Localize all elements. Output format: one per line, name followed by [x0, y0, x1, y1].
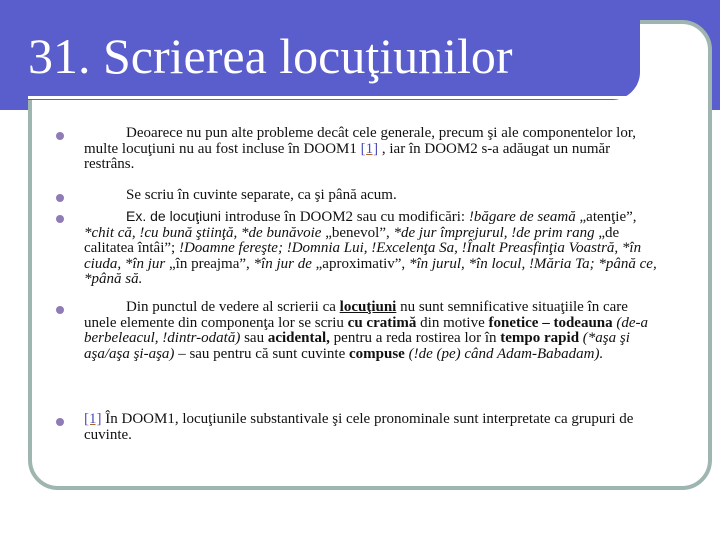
bullet-icon: [56, 418, 64, 426]
paragraph-1-text-a: Deoarece nu pun alte probleme decât cele generale, precum şi ale componentelor lor, multe locuţiuni nu au fost incluse în DOOM1: [84, 125, 636, 157]
paragraph-5: [84, 412, 664, 443]
paragraph-1: [84, 126, 664, 173]
paragraph-3-text-j: „în preajma”,: [169, 255, 254, 272]
paragraph-4-text-g: (de-a berbeleacul, !dintr-odată): [84, 314, 649, 347]
paragraph-4-text-f: fonetice – todeauna: [488, 314, 613, 331]
paragraph-4-text-j: pentru a reda rostirea lor în: [329, 330, 501, 347]
bullet-icon: [56, 215, 64, 223]
paragraph-3-text-c: !băgare de seamă: [468, 209, 580, 225]
paragraph-4-text-c: nu sunt semnificative situaţiile în care unele elemente din componenţa lor se scriu: [84, 299, 628, 331]
paragraph-4-text-k: tempo rapid: [500, 330, 580, 347]
paragraph-2-text: Se scriu în cuvinte separate, ca şi până acum.: [126, 187, 397, 203]
paragraph-3-text-i: !Doamne fereşte; !Domnia Lui, !Excelenţa Sa, !Înalt Preasfinţia Voastră, *în ciuda, *în jur: [84, 240, 642, 272]
paragraph-4-text-m: – sau pentru că sunt cuvinte: [174, 345, 349, 362]
paragraph-4-text-b: locuţiuni: [339, 299, 397, 315]
paragraph-4-text-i: acidental,: [267, 330, 330, 347]
paragraph-3-text-g: *de jur împrejurul, !de prim rang: [393, 224, 599, 241]
paragraph-3-text-e: *chit că, !cu bună ştiinţă, *de bunăvoie: [84, 224, 326, 241]
paragraph-3: [84, 209, 664, 288]
title-underline: [28, 96, 638, 99]
footnote-link[interactable]: [1]: [84, 411, 102, 427]
paragraph-3-text-h: „de calitatea întâi”;: [84, 224, 620, 257]
paragraph-4-text-o: (!de (pe) când Adam-Babadam).: [404, 345, 604, 362]
slide-title: 31. Scrierea locuţiunilor: [28, 28, 513, 84]
paragraph-4-text-h: sau: [240, 330, 268, 347]
title-box: [0, 0, 640, 100]
paragraph-3-text-f: „benevol”,: [325, 224, 394, 241]
bullet-icon: [56, 306, 64, 314]
paragraph-4: [84, 300, 664, 362]
paragraph-4-text-e: din motive: [416, 314, 489, 331]
paragraph-2: [84, 188, 664, 204]
paragraph-1-text-b: , iar în DOOM2 s-a adăugat un număr restrâns.: [84, 140, 611, 173]
footnote-link[interactable]: [1]: [360, 140, 379, 157]
bullet-icon: [56, 132, 64, 140]
paragraph-3-text-l: „aproximativ”,: [315, 255, 409, 272]
paragraph-4-text-n: compuse: [348, 345, 405, 362]
paragraph-4-text-l: (*aşa şi aşa/aşa şi-aşa): [84, 330, 630, 362]
paragraph-3-text-m: *în jurul, *în locul, !Măria Ta; *până ce, *până să.: [84, 255, 657, 288]
paragraph-5-text: În DOOM1, locuţiunile substantivale şi cele pronominale sunt interpretate ca grupuri de cuvinte.: [84, 411, 634, 443]
paragraph-4-text-d: cu cratimă: [347, 314, 417, 331]
paragraph-3-text-k: *în jur de: [253, 255, 316, 272]
bullet-icon: [56, 194, 64, 202]
paragraph-3-text-b: introduse în DOOM2 sau cu modificări:: [220, 209, 469, 225]
paragraph-3-text-a: Ex. de locuţiuni: [126, 208, 221, 224]
paragraph-3-text-d: „atenţie”,: [579, 209, 637, 225]
paragraph-4-text-a: Din punctul de vedere al scrierii ca: [126, 299, 340, 315]
